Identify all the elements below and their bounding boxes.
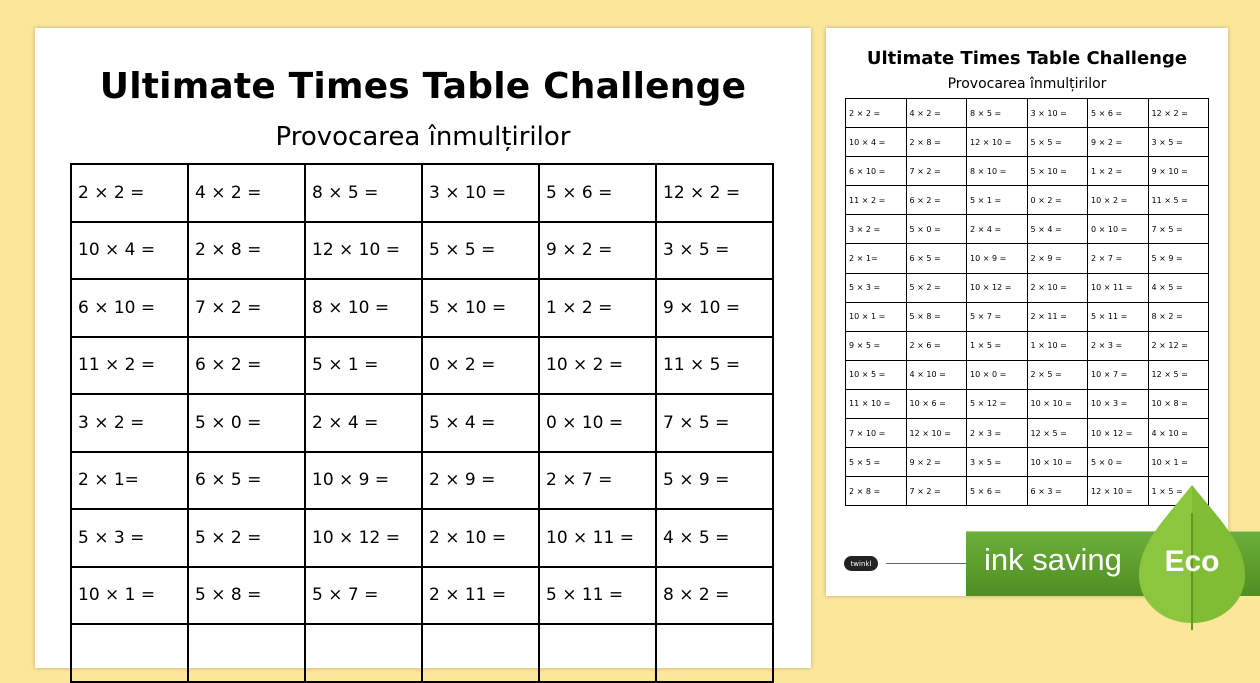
table-cell: 2 × 1= <box>72 453 189 511</box>
table-cell: 7 × 2 = <box>907 157 968 186</box>
table-cell: 5 × 0 = <box>907 215 968 244</box>
table-cell: 9 × 2 = <box>1088 128 1149 157</box>
table-cell: 5 × 10 = <box>1028 157 1089 186</box>
table-cell: 10 × 1 = <box>1149 448 1210 477</box>
table-cell: 8 × 5 = <box>306 165 423 223</box>
table-cell: 2 × 7 = <box>540 453 657 511</box>
table-cell: 3 × 5 = <box>1149 128 1210 157</box>
table-cell: 10 × 1 = <box>846 303 907 332</box>
table-cell: 10 × 6 = <box>907 390 968 419</box>
table-cell: 6 × 5 = <box>907 244 968 273</box>
table-cell: 8 × 2 = <box>1149 303 1210 332</box>
table-cell: 3 × 2 = <box>846 215 907 244</box>
table-cell: 0 × 10 = <box>540 395 657 453</box>
table-cell: 2 × 4 = <box>967 215 1028 244</box>
table-cell: 12 × 10 = <box>907 419 968 448</box>
table-cell: 1 × 5 = <box>1149 477 1210 506</box>
table-cell: 5 × 12 = <box>967 390 1028 419</box>
table-cell: 2 × 7 = <box>1088 244 1149 273</box>
table-cell: 6 × 5 = <box>189 453 306 511</box>
table-cell: 10 × 9 = <box>967 244 1028 273</box>
table-cell: 11 × 10 = <box>846 390 907 419</box>
table-cell: 5 × 8 = <box>189 568 306 626</box>
table-cell: 5 × 5 = <box>846 448 907 477</box>
table-cell: 12 × 10 = <box>306 223 423 281</box>
table-cell: 2 × 6 = <box>907 332 968 361</box>
table-cell: 8 × 10 = <box>967 157 1028 186</box>
table-cell: 4 × 10 = <box>1149 419 1210 448</box>
table-cell: 6 × 10 = <box>72 280 189 338</box>
table-cell: 5 × 11 = <box>1088 303 1149 332</box>
table-cell: 11 × 5 = <box>1149 186 1210 215</box>
table-cell <box>189 625 306 683</box>
table-cell: 2 × 12 = <box>1149 332 1210 361</box>
twinkl-logo: twinkl <box>844 556 878 571</box>
worksheet-subtitle: Provocarea înmulțirilor <box>275 122 571 152</box>
table-cell: 1 × 2 = <box>1088 157 1149 186</box>
table-cell: 5 × 7 = <box>967 303 1028 332</box>
table-cell: 4 × 2 = <box>907 99 968 128</box>
table-cell: 10 × 12 = <box>1088 419 1149 448</box>
table-cell <box>423 625 540 683</box>
table-cell: 9 × 10 = <box>1149 157 1210 186</box>
table-cell: 4 × 2 = <box>189 165 306 223</box>
table-cell: 9 × 2 = <box>540 223 657 281</box>
table-cell: 10 × 3 = <box>1088 390 1149 419</box>
table-cell: 9 × 10 = <box>657 280 774 338</box>
table-cell: 10 × 12 = <box>306 510 423 568</box>
table-cell: 5 × 3 = <box>72 510 189 568</box>
table-cell: 2 × 3 = <box>1088 332 1149 361</box>
table-cell: 2 × 11 = <box>423 568 540 626</box>
table-cell: 1 × 10 = <box>1028 332 1089 361</box>
table-cell: 4 × 5 = <box>657 510 774 568</box>
table-cell: 3 × 5 = <box>967 448 1028 477</box>
preview-title: Ultimate Times Table Challenge <box>866 48 1188 69</box>
table-cell: 5 × 6 = <box>1088 99 1149 128</box>
table-cell: 10 × 9 = <box>306 453 423 511</box>
table-cell: 5 × 4 = <box>423 395 540 453</box>
table-cell <box>306 625 423 683</box>
worksheet-large <box>35 28 811 668</box>
table-cell: 10 × 11 = <box>540 510 657 568</box>
worksheet-title: Ultimate Times Table Challenge <box>99 66 747 107</box>
table-cell: 0 × 2 = <box>1028 186 1089 215</box>
table-cell: 2 × 8 = <box>846 477 907 506</box>
table-cell: 12 × 5 = <box>1149 361 1210 390</box>
table-cell: 5 × 4 = <box>1028 215 1089 244</box>
table-cell: 5 × 0 = <box>189 395 306 453</box>
table-cell: 5 × 9 = <box>657 453 774 511</box>
table-cell: 5 × 11 = <box>540 568 657 626</box>
table-cell: 12 × 2 = <box>657 165 774 223</box>
table-cell: 4 × 5 = <box>1149 274 1210 303</box>
table-cell: 7 × 10 = <box>846 419 907 448</box>
table-cell: 10 × 4 = <box>72 223 189 281</box>
table-cell: 8 × 10 = <box>306 280 423 338</box>
table-cell: 2 × 4 = <box>306 395 423 453</box>
table-cell: 2 × 2 = <box>846 99 907 128</box>
table-cell: 8 × 5 = <box>967 99 1028 128</box>
table-cell: 10 × 11 = <box>1088 274 1149 303</box>
table-cell: 10 × 5 = <box>846 361 907 390</box>
table-cell: 5 × 1 = <box>967 186 1028 215</box>
table-cell: 2 × 1= <box>846 244 907 273</box>
table-cell: 5 × 2 = <box>189 510 306 568</box>
table-cell: 5 × 2 = <box>907 274 968 303</box>
table-cell: 5 × 0 = <box>1088 448 1149 477</box>
table-cell: 10 × 4 = <box>846 128 907 157</box>
table-cell: 10 × 2 = <box>540 338 657 396</box>
table-cell: 3 × 10 = <box>423 165 540 223</box>
table-cell: 5 × 3 = <box>846 274 907 303</box>
table-cell: 10 × 1 = <box>72 568 189 626</box>
table-cell: 11 × 5 = <box>657 338 774 396</box>
table-cell: 12 × 5 = <box>1028 419 1089 448</box>
table-cell: 5 × 6 = <box>540 165 657 223</box>
table-cell: 1 × 5 = <box>967 332 1028 361</box>
table-cell: 3 × 10 = <box>1028 99 1089 128</box>
table-cell: 2 × 10 = <box>1028 274 1089 303</box>
table-cell: 12 × 2 = <box>1149 99 1210 128</box>
table-cell: 6 × 2 = <box>189 338 306 396</box>
table-cell: 10 × 8 = <box>1149 390 1210 419</box>
preview-times-table-grid <box>845 98 1209 506</box>
table-cell: 7 × 5 = <box>657 395 774 453</box>
table-cell: 5 × 6 = <box>967 477 1028 506</box>
table-cell: 10 × 7 = <box>1088 361 1149 390</box>
table-cell: 2 × 10 = <box>423 510 540 568</box>
table-cell: 12 × 10 = <box>967 128 1028 157</box>
table-cell: 0 × 2 = <box>423 338 540 396</box>
table-cell: 10 × 0 = <box>967 361 1028 390</box>
table-cell: 10 × 12 = <box>967 274 1028 303</box>
table-cell: 2 × 8 = <box>907 128 968 157</box>
table-cell: 5 × 5 = <box>423 223 540 281</box>
table-cell: 10 × 10 = <box>1028 448 1089 477</box>
table-cell: 7 × 5 = <box>1149 215 1210 244</box>
table-cell: 4 × 10 = <box>907 361 968 390</box>
table-cell: 11 × 2 = <box>846 186 907 215</box>
table-cell: 5 × 7 = <box>306 568 423 626</box>
ink-saving-label: ink saving <box>984 542 1122 577</box>
table-cell: 5 × 10 = <box>423 280 540 338</box>
table-cell: 5 × 8 = <box>907 303 968 332</box>
table-cell: 12 × 10 = <box>1088 477 1149 506</box>
eco-leaf-badge <box>1133 483 1251 630</box>
preview-subtitle: Provocarea înmulțirilor <box>947 76 1107 92</box>
table-cell: 0 × 10 = <box>1088 215 1149 244</box>
table-cell: 2 × 5 = <box>1028 361 1089 390</box>
table-cell: 6 × 3 = <box>1028 477 1089 506</box>
table-cell: 2 × 9 = <box>1028 244 1089 273</box>
table-cell: 6 × 2 = <box>907 186 968 215</box>
table-cell: 9 × 2 = <box>907 448 968 477</box>
table-cell: 7 × 2 = <box>907 477 968 506</box>
table-cell: 11 × 2 = <box>72 338 189 396</box>
table-cell: 7 × 2 = <box>189 280 306 338</box>
table-cell: 2 × 8 = <box>189 223 306 281</box>
table-cell: 2 × 11 = <box>1028 303 1089 332</box>
table-cell: 2 × 9 = <box>423 453 540 511</box>
table-cell: 3 × 5 = <box>657 223 774 281</box>
table-cell: 2 × 2 = <box>72 165 189 223</box>
table-cell <box>657 625 774 683</box>
eco-label: Eco <box>1164 545 1220 578</box>
table-cell: 5 × 9 = <box>1149 244 1210 273</box>
table-cell <box>540 625 657 683</box>
table-cell: 8 × 2 = <box>657 568 774 626</box>
table-cell: 9 × 5 = <box>846 332 907 361</box>
table-cell: 6 × 10 = <box>846 157 907 186</box>
table-cell: 5 × 1 = <box>306 338 423 396</box>
table-cell: 10 × 2 = <box>1088 186 1149 215</box>
table-cell: 3 × 2 = <box>72 395 189 453</box>
table-cell: 1 × 2 = <box>540 280 657 338</box>
times-table-grid <box>70 163 774 683</box>
table-cell <box>72 625 189 683</box>
table-cell: 10 × 10 = <box>1028 390 1089 419</box>
table-cell: 5 × 5 = <box>1028 128 1089 157</box>
table-cell: 2 × 3 = <box>967 419 1028 448</box>
